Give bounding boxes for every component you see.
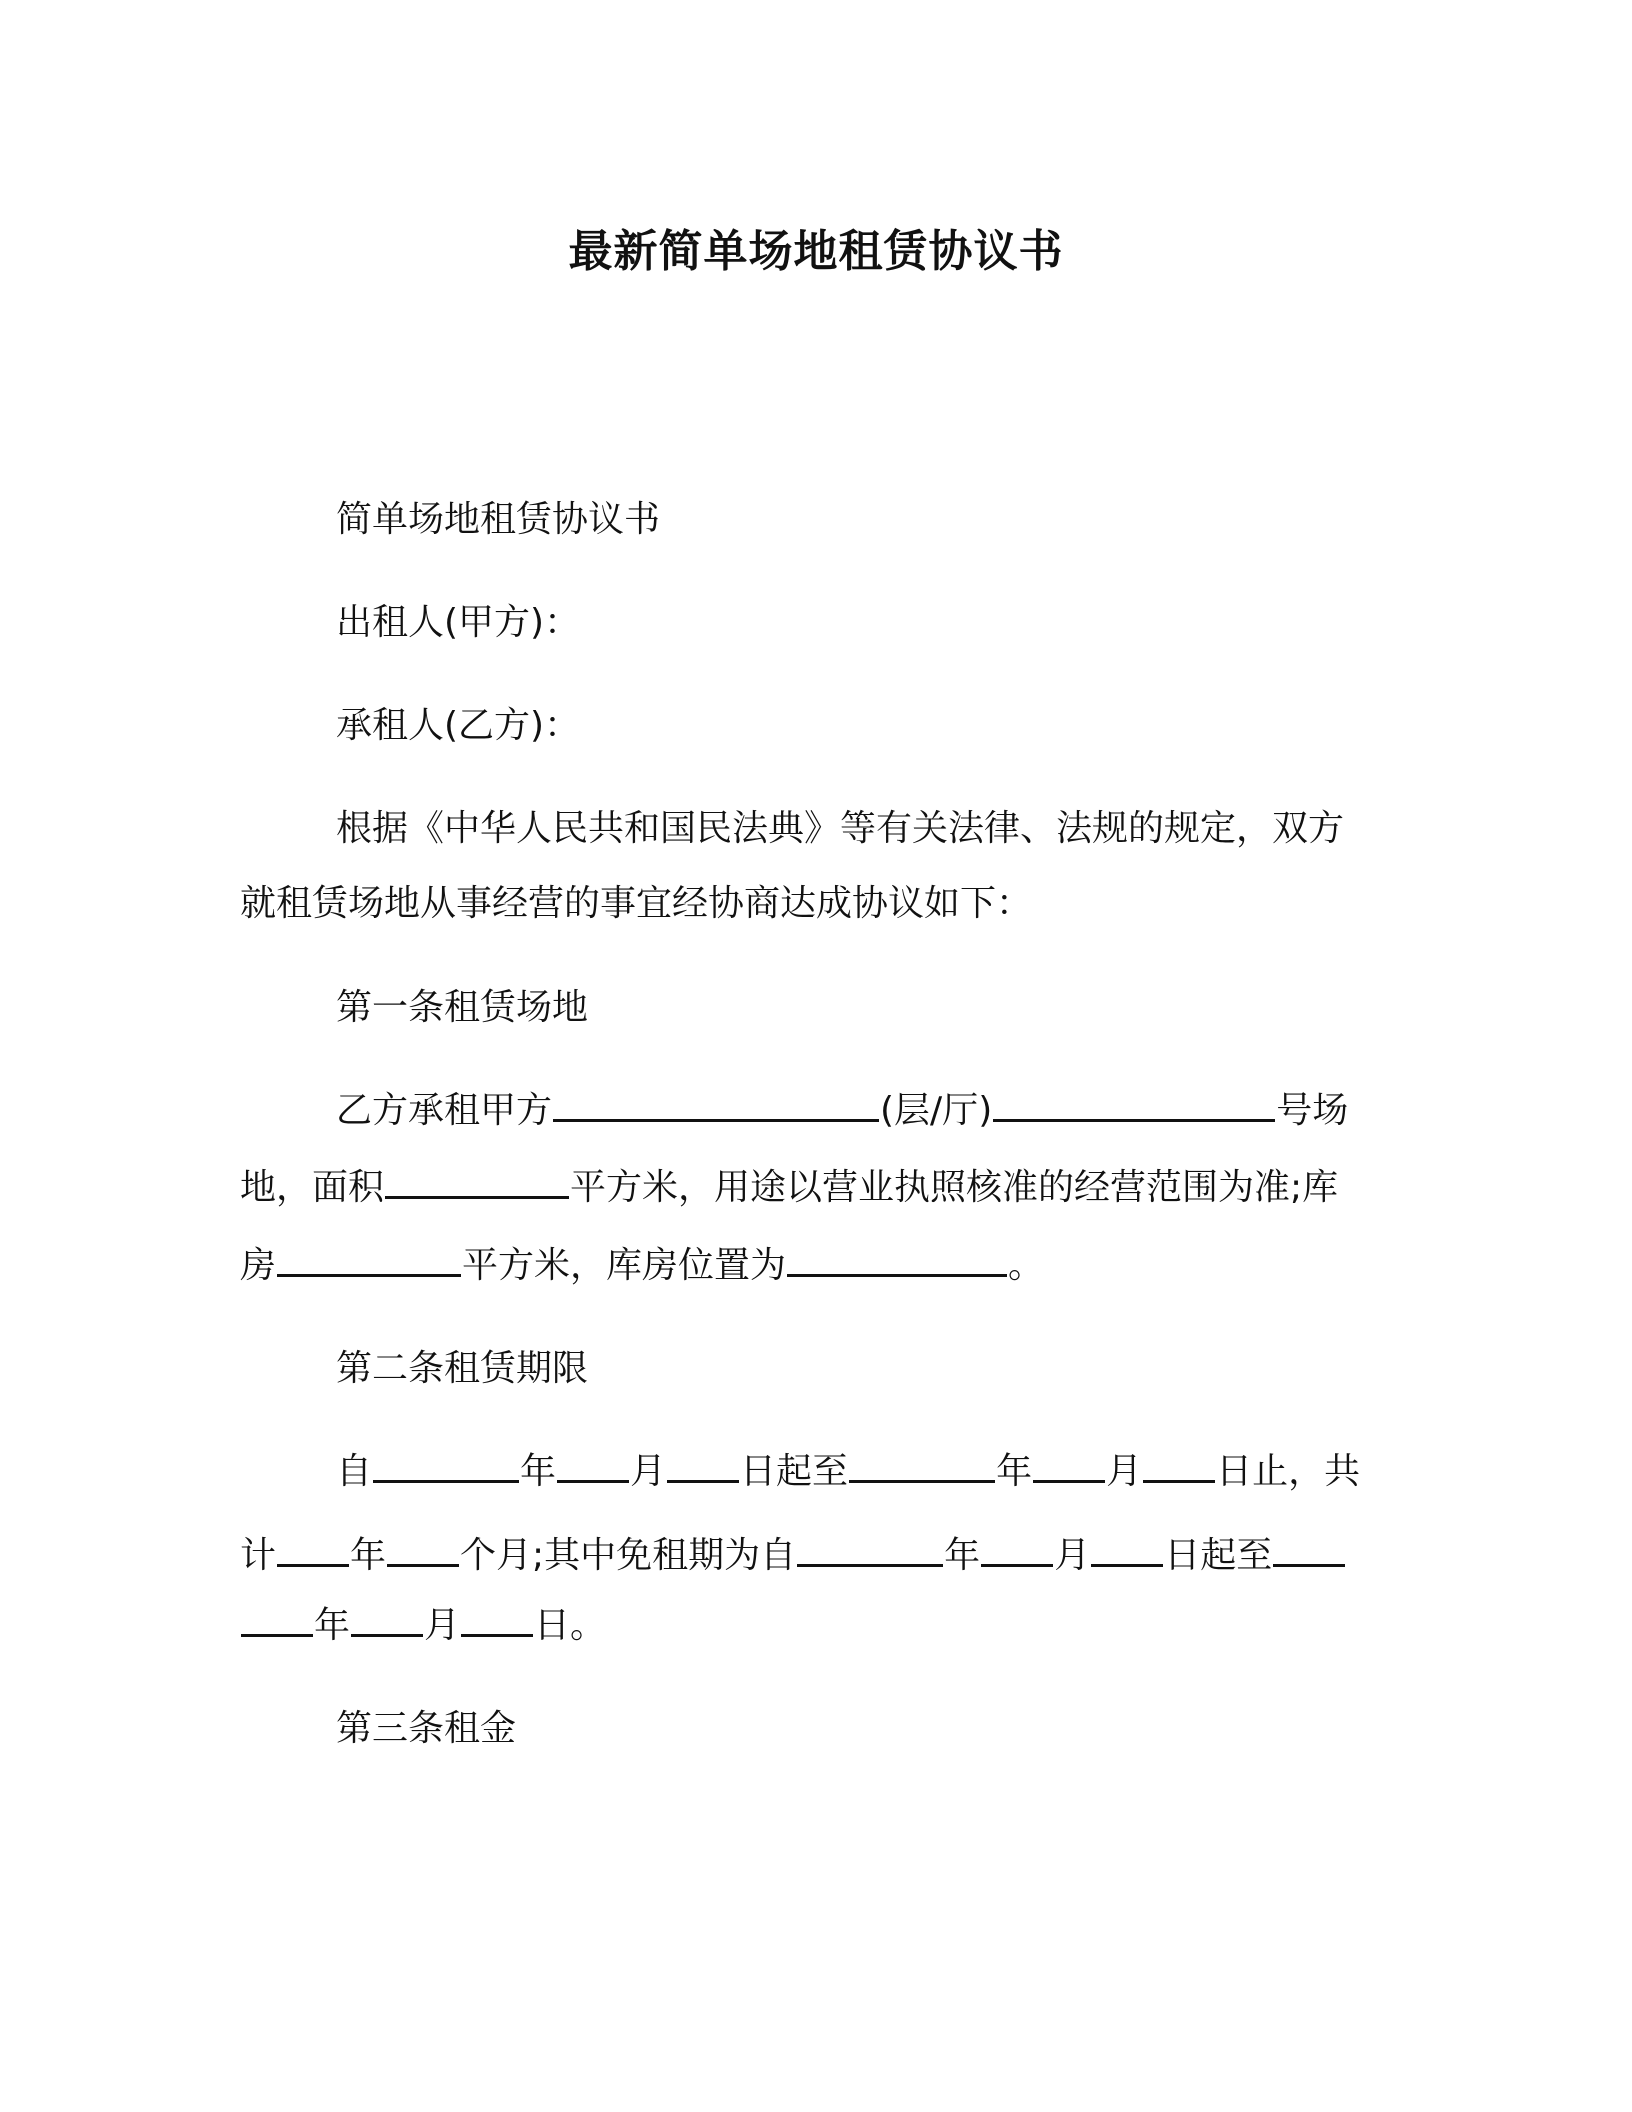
blank-line [849,1452,995,1483]
text-segment: 月 [630,1451,667,1492]
text-segment: 日止，共 [1216,1451,1361,1492]
text-segment: 年 [996,1451,1033,1492]
blank-line [667,1452,739,1483]
blank-line [277,1246,461,1277]
blank-line [1143,1452,1215,1483]
blank-line [387,1536,459,1567]
blank-line [557,1452,629,1483]
article-3-heading: 第三条租金 [336,1708,517,1749]
blank-line [797,1536,943,1567]
subtitle: 简单场地租赁协议书 [336,499,661,540]
text-segment: 年 [944,1535,981,1576]
article-2-line-3 [240,1606,606,1646]
article-2-line-1 [336,1452,1360,1492]
text-segment: (层/厅) [880,1090,993,1131]
blank-line [1033,1452,1105,1483]
text-segment: 年 [520,1451,557,1492]
text-segment: 个月;其中免租期为自 [460,1535,797,1576]
text-segment: 年 [350,1535,387,1576]
text-segment: 日起至 [740,1451,849,1492]
blank-line [351,1606,423,1637]
article-2-heading: 第二条租赁期限 [336,1348,589,1389]
lessor-label: 出租人(甲方)： [336,602,581,643]
text-segment: 平方米，用途以营业执照核准的经营范围为准;库 [570,1167,1339,1208]
blank-line [981,1536,1053,1567]
blank-line [461,1606,533,1637]
text-segment: 计 [240,1535,277,1576]
text-segment: 房 [240,1245,277,1286]
blank-line [373,1452,519,1483]
text-segment: 号场 [1276,1090,1349,1131]
text-segment: 月 [1106,1451,1143,1492]
article-1-line-2 [240,1168,1338,1208]
text-segment: 日起至 [1164,1535,1273,1576]
text-segment: 月 [1054,1535,1091,1576]
text-segment: 年 [314,1605,351,1646]
text-segment: 乙方承租甲方 [336,1090,553,1131]
article-1-line-1 [336,1091,1348,1131]
blank-line [1273,1536,1345,1567]
preamble-line-1: 根据《中华人民共和国民法典》等有关法律、法规的规定，双方 [336,808,1345,849]
text-segment: 。 [1008,1245,1045,1286]
document-title: 最新简单场地租赁协议书 [568,226,1064,277]
blank-line [385,1168,569,1199]
text-segment: 自 [336,1451,373,1492]
text-segment: 地，面积 [240,1167,385,1208]
article-1-line-3 [240,1246,1044,1286]
blank-line [787,1246,1007,1277]
text-segment: 日。 [534,1605,607,1646]
preamble-line-2: 就租赁场地从事经营的事宜经协商达成协议如下： [240,883,1033,924]
lessee-label: 承租人(乙方)： [336,705,581,746]
blank-line [277,1536,349,1567]
blank-line [241,1606,313,1637]
blank-line [1091,1536,1163,1567]
blank-line [553,1091,879,1122]
article-2-line-2 [240,1536,1346,1576]
text-segment: 月 [424,1605,461,1646]
article-1-heading: 第一条租赁场地 [336,987,589,1028]
text-segment: 平方米，库房位置为 [462,1245,787,1286]
blank-line [993,1091,1275,1122]
